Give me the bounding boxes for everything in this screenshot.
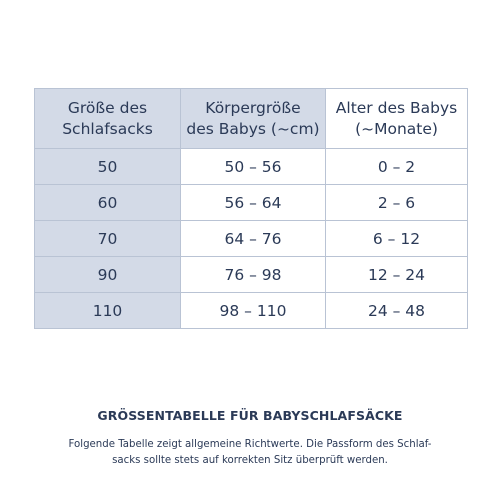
- caption-note: [0, 437, 500, 469]
- caption-note-line: Folgende Tabelle zeigt allgemeine Richtwerte. Die Passform des Schlaf-: [68, 439, 432, 450]
- cell-height: 76 – 98: [181, 257, 326, 293]
- cell-size: 110: [35, 293, 181, 329]
- cell-age: 6 – 12: [326, 221, 468, 257]
- cell-height: 98 – 110: [181, 293, 326, 329]
- caption-title: GRÖSSENTABELLE FÜR BABYSCHLAFSÄCKE: [97, 408, 403, 423]
- table-row: [35, 149, 468, 185]
- cell-height: 50 – 56: [181, 149, 326, 185]
- cell-size: 50: [35, 149, 181, 185]
- cell-size: 90: [35, 257, 181, 293]
- header-sleeping-bag-size: Größe des Schlafsacks: [35, 89, 181, 149]
- table-row: [35, 185, 468, 221]
- header-baby-height: Körpergröße des Babys (~cm): [181, 89, 326, 149]
- cell-height: 64 – 76: [181, 221, 326, 257]
- table-row: [35, 221, 468, 257]
- cell-size: 70: [35, 221, 181, 257]
- size-table: [34, 88, 468, 329]
- cell-height: 56 – 64: [181, 185, 326, 221]
- header-baby-age: Alter des Babys (~Monate): [326, 89, 468, 149]
- cell-age: 2 – 6: [326, 185, 468, 221]
- table-row: [35, 257, 468, 293]
- caption-note-line: sacks sollte stets auf korrekten Sitz überprüft werden.: [112, 455, 388, 466]
- table-header-row: [35, 89, 468, 149]
- cell-age: 12 – 24: [326, 257, 468, 293]
- cell-age: 24 – 48: [326, 293, 468, 329]
- cell-size: 60: [35, 185, 181, 221]
- table-row: [35, 293, 468, 329]
- cell-age: 0 – 2: [326, 149, 468, 185]
